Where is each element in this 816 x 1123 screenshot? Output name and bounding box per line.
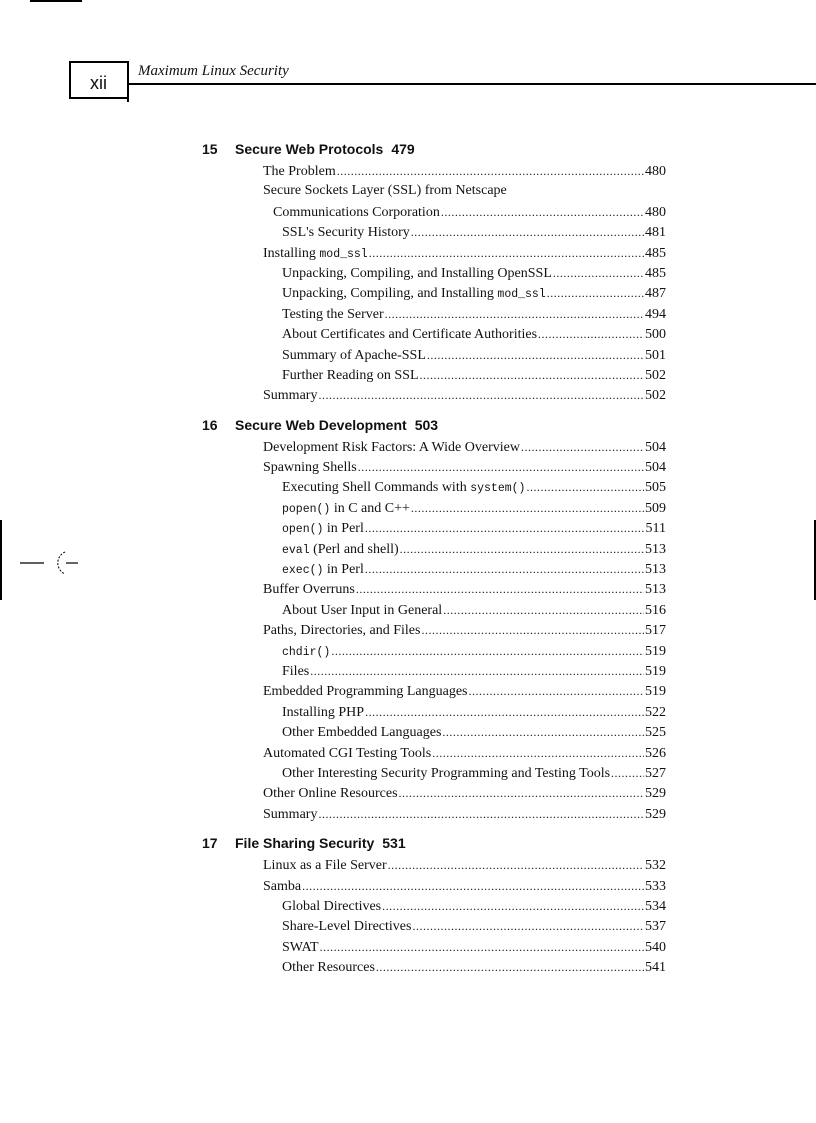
leader-dots	[432, 743, 644, 763]
entry-code: open()	[282, 523, 324, 537]
toc-entry[interactable]	[202, 518, 666, 538]
leader-dots	[310, 661, 644, 681]
chapter-heading[interactable]	[202, 832, 666, 854]
entry-page: 511	[645, 521, 666, 537]
entry-page: 485	[645, 245, 666, 261]
entry-text: in Perl	[326, 562, 364, 578]
toc-entry[interactable]	[202, 661, 666, 681]
entry-label: Other Online Resources	[263, 786, 398, 802]
entry-code: exec()	[282, 564, 324, 578]
running-title: Maximum Linux Security	[138, 63, 289, 79]
entry-page: 534	[645, 898, 666, 914]
toc-entry[interactable]	[202, 243, 666, 263]
toc-entry[interactable]	[202, 457, 666, 477]
toc-entry[interactable]	[202, 559, 666, 579]
toc-entry[interactable]	[202, 702, 666, 722]
entry-label: Development Risk Factors: A Wide Overview	[263, 439, 520, 455]
table-of-contents	[202, 138, 666, 985]
entry-label: Other Embedded Languages	[282, 725, 442, 741]
toc-entry[interactable]	[202, 181, 666, 201]
entry-page: 494	[645, 306, 666, 322]
entry-page: 504	[645, 460, 666, 476]
leader-dots	[318, 385, 644, 405]
toc-entry[interactable]	[202, 855, 666, 875]
chapter-title-wrap	[235, 138, 415, 160]
entry-label: Installing PHP	[282, 704, 365, 720]
header-rule	[127, 83, 816, 85]
entry-page: 480	[645, 164, 666, 179]
entry-label: Buffer Overruns	[263, 582, 355, 598]
entry-page: 537	[645, 919, 666, 935]
entry-code: mod_ssl	[319, 247, 368, 261]
toc-entry[interactable]	[202, 641, 666, 661]
entry-label: Communications Corporation	[273, 204, 440, 220]
leader-dots	[337, 161, 644, 181]
leader-dots	[553, 263, 644, 283]
entry-page: 516	[645, 602, 666, 618]
leader-dots	[427, 345, 644, 365]
entry-text: Unpacking, Compiling, and Installing	[282, 286, 494, 302]
entry-label: The Problem	[263, 164, 336, 179]
toc-entry[interactable]	[202, 876, 666, 896]
entry-label	[282, 519, 364, 540]
entry-text: Executing Shell Commands with	[282, 480, 467, 496]
entry-page: 525	[645, 725, 666, 741]
entry-page: 533	[645, 878, 666, 894]
leader-dots	[611, 763, 644, 783]
entry-page: 481	[645, 225, 666, 241]
entry-code: eval	[282, 543, 310, 557]
entry-page: 519	[645, 663, 666, 679]
entry-label: Summary	[263, 806, 318, 822]
toc-entry[interactable]	[202, 681, 666, 701]
entry-page: 509	[645, 500, 666, 516]
entry-page: 526	[645, 745, 666, 761]
leader-dots	[547, 283, 644, 303]
entry-text: in Perl	[326, 521, 364, 537]
entry-page: 529	[645, 806, 666, 822]
entry-label: About User Input in General	[282, 602, 443, 618]
entry-page: 513	[645, 582, 666, 598]
chapter-page: 479	[391, 141, 415, 157]
entry-code: popen()	[282, 502, 331, 516]
entry-page: 513	[645, 541, 666, 557]
leader-dots	[320, 937, 644, 957]
entry-label: Samba	[263, 878, 302, 894]
entry-label: Automated CGI Testing Tools	[263, 745, 432, 761]
leader-dots	[358, 457, 644, 477]
leader-dots	[385, 304, 644, 324]
leader-dots	[421, 620, 644, 640]
toc-entry[interactable]	[202, 916, 666, 936]
chapter-title-wrap	[235, 414, 438, 436]
toc-entry[interactable]	[202, 620, 666, 640]
entry-label: SSL's Security History	[282, 225, 410, 241]
entry-page: 540	[645, 939, 666, 955]
leader-dots	[538, 324, 644, 344]
entry-page: 517	[645, 623, 666, 639]
toc-entry[interactable]	[202, 957, 666, 977]
leader-dots	[411, 222, 644, 242]
toc-entry[interactable]	[202, 222, 666, 242]
leader-dots	[400, 539, 644, 559]
entry-label	[282, 499, 410, 520]
entry-code: system()	[470, 482, 526, 496]
entry-label: SWAT	[282, 939, 319, 955]
leader-dots	[388, 855, 644, 875]
chapter-number: 15	[202, 141, 218, 157]
toc-entry[interactable]	[202, 743, 666, 763]
chapter-15	[202, 138, 666, 406]
toc-entry[interactable]	[202, 283, 666, 303]
leader-dots	[331, 641, 644, 661]
entry-label: About Certificates and Certificate Authorities	[282, 327, 538, 343]
entry-label: Further Reading on SSL	[282, 367, 419, 383]
toc-entry[interactable]	[202, 579, 666, 599]
entry-page: 541	[645, 960, 666, 976]
entry-label: Linux as a File Server	[263, 858, 387, 874]
chapter-title-wrap	[235, 832, 406, 854]
entry-label: Share-Level Directives	[282, 919, 412, 935]
entry-page: 502	[645, 388, 666, 404]
leader-dots	[365, 518, 645, 538]
chapter-page: 531	[382, 835, 406, 852]
entry-page: 527	[645, 765, 666, 781]
entry-page: 532	[645, 858, 666, 874]
toc-entry[interactable]	[202, 161, 666, 181]
entry-label: Summary	[263, 388, 318, 404]
header-vertical-rule	[127, 61, 129, 102]
toc-entry[interactable]	[202, 722, 666, 742]
entry-label: Unpacking, Compiling, and Installing OpenSSL	[282, 265, 552, 281]
entry-page: 519	[645, 643, 666, 659]
leader-dots	[469, 681, 644, 701]
leader-dots	[318, 804, 644, 824]
toc-entry[interactable]	[202, 763, 666, 783]
chapter-title: Secure Web Protocols	[235, 141, 384, 157]
toc-entry[interactable]	[202, 539, 666, 559]
leader-dots	[526, 477, 644, 497]
page-number: xii	[90, 73, 107, 93]
entry-text: (Perl and shell)	[313, 541, 399, 557]
leader-dots	[442, 722, 644, 742]
toc-entry[interactable]	[202, 345, 666, 365]
entry-page: 519	[645, 684, 666, 700]
entry-label: Testing the Server	[282, 306, 384, 322]
toc-entry[interactable]	[202, 263, 666, 283]
leader-dots	[369, 243, 644, 263]
entry-code: mod_ssl	[497, 288, 546, 302]
leader-dots	[412, 916, 644, 936]
leader-dots	[420, 365, 645, 385]
toc-entry[interactable]	[202, 783, 666, 803]
toc-entry[interactable]	[202, 896, 666, 916]
leader-dots	[376, 957, 644, 977]
entry-page: 504	[645, 439, 666, 455]
entry-label: Files	[282, 663, 310, 679]
entry-code: chdir()	[282, 645, 331, 659]
entry-page: 502	[645, 367, 666, 383]
leader-dots	[443, 600, 644, 620]
leader-dots	[521, 437, 644, 457]
entry-page: 500	[645, 327, 666, 343]
chapter-number: 16	[202, 416, 218, 433]
leader-dots	[365, 559, 644, 579]
chapter-heading[interactable]	[202, 138, 666, 160]
entry-label	[263, 244, 368, 265]
entry-label: Other Resources	[282, 960, 375, 976]
toc-entry[interactable]	[202, 385, 666, 405]
leader-dots	[411, 498, 644, 518]
entry-label	[282, 478, 525, 499]
entry-page: 485	[645, 265, 666, 281]
entry-page: 513	[645, 562, 666, 578]
toc-entry[interactable]	[202, 477, 666, 497]
entry-label: Spawning Shells	[263, 460, 357, 476]
entry-page: 529	[645, 786, 666, 802]
entry-label	[282, 284, 546, 305]
entry-label	[282, 540, 399, 561]
left-bleed-mark	[0, 520, 2, 600]
entry-page: 501	[645, 347, 666, 363]
entry-label: Paths, Directories, and Files	[263, 623, 421, 639]
chapter-number: 17	[202, 835, 218, 852]
entry-label: Global Directives	[282, 898, 382, 914]
toc-entry[interactable]	[202, 437, 666, 457]
toc-entry[interactable]	[202, 600, 666, 620]
toc-entry[interactable]	[202, 324, 666, 344]
leader-dots	[356, 579, 644, 599]
toc-entry-continued[interactable]	[202, 202, 666, 222]
entry-label: Secure Sockets Layer (SSL) from Netscape	[263, 183, 507, 199]
leader-dots	[441, 202, 644, 222]
chapter-heading[interactable]	[202, 414, 666, 436]
chapter-page: 503	[414, 416, 439, 433]
entry-text: Installing	[263, 245, 316, 261]
toc-entry[interactable]	[202, 804, 666, 824]
toc-entry[interactable]	[202, 365, 666, 385]
registration-mark-icon	[20, 548, 80, 578]
toc-entry[interactable]	[202, 304, 666, 324]
leader-dots	[365, 702, 644, 722]
entry-label: Other Interesting Security Programming and Testing Tools	[282, 765, 611, 781]
leader-dots	[302, 876, 644, 896]
top-crop-rule	[30, 0, 82, 2]
entry-label: Embedded Programming Languages	[263, 684, 468, 700]
entry-page: 522	[645, 704, 666, 720]
entry-label: Summary of Apache-SSL	[282, 347, 426, 363]
leader-dots	[399, 783, 644, 803]
chapter-title: Secure Web Development	[235, 416, 407, 433]
leader-dots	[382, 896, 644, 916]
chapter-title: File Sharing Security	[235, 835, 375, 852]
entry-page: 505	[645, 480, 666, 496]
chapter-16	[202, 414, 666, 824]
chapter-17	[202, 832, 666, 977]
entry-text: in C and C++	[333, 500, 410, 516]
entry-label	[282, 560, 364, 581]
entry-page: 480	[645, 204, 666, 220]
entry-page: 487	[645, 286, 666, 302]
toc-entry[interactable]	[202, 498, 666, 518]
toc-entry[interactable]	[202, 937, 666, 957]
